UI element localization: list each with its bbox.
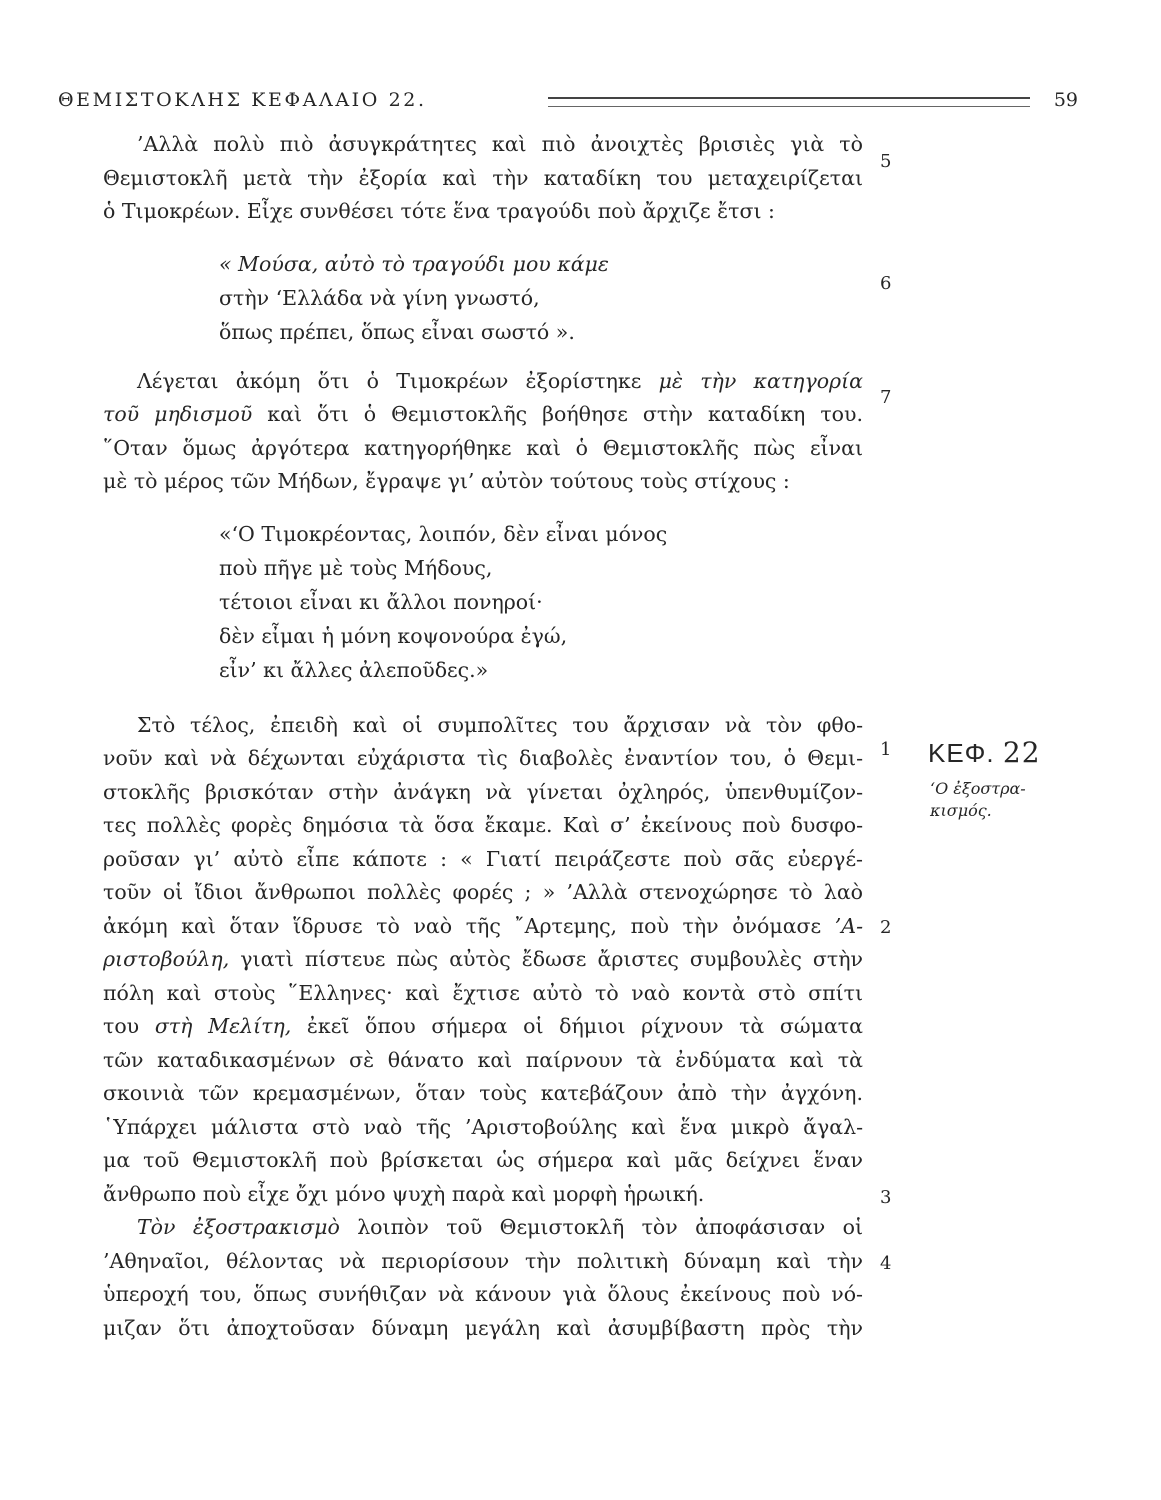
text-run: ἀκόμη καὶ ὅταν ἵδρυσε τὸ ναὸ τῆς ῎Αρτεμης, ποὺ τὴν ὀνόμασε xyxy=(103,913,835,938)
verse-muse xyxy=(103,247,863,349)
text-run: καὶ ὅτι ὁ Θεμιστοκλῆς βοήθησε στὴν καταδίκη του. xyxy=(252,402,863,426)
text-line: πόλη καὶ στοὺς ῞Ελληνες· καὶ ἔχτισε αὐτὸ τὸ ναὸ κοντὰ στὸ σπίτι xyxy=(103,980,863,1005)
section-number: 5 xyxy=(880,151,892,172)
section-number: 6 xyxy=(880,273,892,294)
text-run: λοιπὸν τοῦ Θεμιστοκλῆ τὸν ἀποφάσισαν οἱ xyxy=(339,1215,863,1239)
text-line: ἄνθρωπο ποὺ εἶχε ὄχι μόνο ψυχὴ παρὰ καὶ μορφὴ ἡρωική. xyxy=(103,1181,705,1206)
verse-line: ὅπως πρέπει, ὅπως εἶναι σωστό ». xyxy=(219,319,575,344)
text-line: Στὸ τέλος, ἐπειδὴ καὶ οἱ συμπολῖτες του ἄρχισαν νὰ τὸν φθο- xyxy=(137,712,863,737)
chapter-topic xyxy=(928,778,1078,822)
text-column xyxy=(103,128,863,1345)
paragraph-ostracism xyxy=(103,1211,863,1345)
text-line xyxy=(103,398,863,432)
text-line xyxy=(103,1010,863,1044)
italic-run: τοῦ μηδισμοῦ xyxy=(103,402,253,426)
italic-run: ’Α- xyxy=(834,913,863,938)
running-title: ΘΕΜΙΣΤΟΚΛΗΣ ΚΕΦΑΛΑΙΟ 22. xyxy=(58,89,427,111)
text-run: του xyxy=(103,1014,155,1038)
text-line xyxy=(103,365,863,399)
verse-line-italic: « Μούσα, αὐτὸ τὸ τραγούδι μου κάμε xyxy=(219,251,609,276)
chapter-label: ΚΕΦ. xyxy=(928,738,995,768)
verse-line: «‘Ο Τιμοκρέοντας, λοιπόν, δὲν εἶναι μόνος xyxy=(219,521,668,546)
text-line: ὁ Τιμοκρέων. Εἶχε συνθέσει τότε ἕνα τραγούδι ποὺ ἄρχιζε ἔτσι : xyxy=(103,199,775,223)
section-number: 2 xyxy=(880,917,892,938)
verse-line: στὴν ‘Ελλάδα νὰ γίνη γνωστό, xyxy=(219,285,540,310)
italic-run: Τὸν ἐξοστρακισμὸ xyxy=(137,1215,340,1239)
text-line: μιζαν ὅτι ἀποχτοῦσαν δύναμη μεγάλη καὶ ἀσυμβίβαστη πρὸς τὴν xyxy=(103,1315,863,1340)
text-run: γιατὶ πίστευε πὼς αὐτὸς ἔδωσε ἄριστες συμβουλὲς στὴν xyxy=(229,947,863,971)
running-header xyxy=(58,86,1078,114)
text-line: ὑπεροχή του, ὅπως συνήθιζαν νὰ κάνουν γιὰ ὅλους ἐκείνους ποὺ νό- xyxy=(103,1282,863,1306)
verse-line: εἶν’ κι ἄλλες ἀλεποῦδες.» xyxy=(219,657,489,682)
text-line: τες πολλὲς φορὲς δημόσια τὰ ὅσα ἔκαμε. Καὶ σ’ ἐκείνους ποὺ δυσφο- xyxy=(103,813,863,837)
text-line: ῾Υπάρχει μάλιστα στὸ ναὸ τῆς ’Αριστοβούλης καὶ ἕνα μικρὸ ἄγαλ- xyxy=(103,1114,863,1139)
italic-run: μὲ τὴν κατηγορία xyxy=(658,368,863,393)
chapter-side-note xyxy=(928,736,1078,822)
text-run: Λέγεται ἀκόμη ὅτι ὁ Τιμοκρέων ἐξορίστηκε xyxy=(137,368,659,393)
text-line xyxy=(103,943,863,977)
section-number: 3 xyxy=(880,1187,892,1208)
section-number: 4 xyxy=(880,1253,892,1274)
text-line xyxy=(103,1211,863,1245)
italic-run: στὴ Μελίτη, xyxy=(154,1014,292,1038)
text-line: ῞Οταν ὅμως ἀργότερα κατηγορήθηκε καὶ ὁ Θεμιστοκλῆς πὼς εἶναι xyxy=(103,435,863,460)
chapter-topic-line: ‘Ο ἐξοστρα- xyxy=(930,779,1026,798)
text-line: ’Αλλὰ πολὺ πιὸ ἀσυγκράτητες καὶ πιὸ ἀνοιχτὲς βρισιὲς γιὰ τὸ xyxy=(137,132,863,156)
text-line: Θεμιστοκλῆ μετὰ τὴν ἐξορία καὶ τὴν καταδίκη του μεταχειρίζεται xyxy=(103,165,863,190)
verse-line: δὲν εἶμαι ἡ μόνη κοψονούρα ἐγώ, xyxy=(219,623,568,648)
text-line: ροῦσαν γι’ αὐτὸ εἶπε κάποτε : « Γιατί πειράζεστε ποὺ σᾶς εὐεργέ- xyxy=(103,846,863,871)
paragraph-medism xyxy=(103,365,863,499)
verse-line: ποὺ πῆγε μὲ τοὺς Μήδους, xyxy=(219,555,493,580)
text-line: σκοινιὰ τῶν κρεμασμένων, ὅταν τοὺς κατεβάζουν ἀπὸ τὴν ἀγχόνη. xyxy=(103,1081,863,1105)
paragraph-envy-and-temple xyxy=(103,709,863,1212)
verse-line: τέτοιοι εἶναι κι ἄλλοι πονηροί· xyxy=(219,589,543,614)
text-line: τοῦν οἱ ἴδιοι ἄνθρωποι πολλὲς φορές ; » ’Αλλὰ στενοχώρησε τὸ λαὸ xyxy=(103,880,863,904)
text-line: μὲ τὸ μέρος τῶν Μήδων, ἔγραψε γι’ αὐτὸν τούτους τοὺς στίχους : xyxy=(103,469,790,493)
section-number: 7 xyxy=(880,387,892,408)
verse-line xyxy=(219,247,863,281)
chapter-number: 22 xyxy=(1002,736,1041,769)
text-line: στοκλῆς βρισκόταν στὴν ἀνάγκη νὰ γίνεται ὀχληρός, ὑπενθυμίζον- xyxy=(103,779,863,804)
chapter-heading xyxy=(928,736,1078,770)
italic-run: ριστοβούλη, xyxy=(103,947,230,971)
chapter-topic-line: κισμός. xyxy=(930,801,992,820)
text-run: ἐκεῖ ὅπου σήμερα οἱ δήμιοι ρίχνουν τὰ σώματα xyxy=(291,1014,863,1038)
text-line: μα τοῦ Θεμιστοκλῆ ποὺ βρίσκεται ὡς σήμερα καὶ μᾶς δείχνει ἕναν xyxy=(103,1148,863,1172)
section-number: 1 xyxy=(880,739,892,760)
text-line xyxy=(103,910,863,944)
verse-themistocles xyxy=(103,517,863,687)
text-line: τῶν καταδικασμένων σὲ θάνατο καὶ παίρνουν τὰ ἐνδύματα καὶ τὰ xyxy=(103,1047,863,1072)
header-rule xyxy=(548,97,1030,107)
text-line: νοῦν καὶ νὰ δέχωνται εὐχάριστα τὶς διαβολὲς ἐναντίον του, ὁ Θεμι- xyxy=(103,746,863,770)
page-number: 59 xyxy=(1053,89,1078,111)
paragraph-timocreon-insults xyxy=(103,128,863,229)
text-line: ’Αθηναῖοι, θέλοντας νὰ περιορίσουν τὴν πολιτικὴ δύναμη καὶ τὴν xyxy=(103,1248,863,1273)
